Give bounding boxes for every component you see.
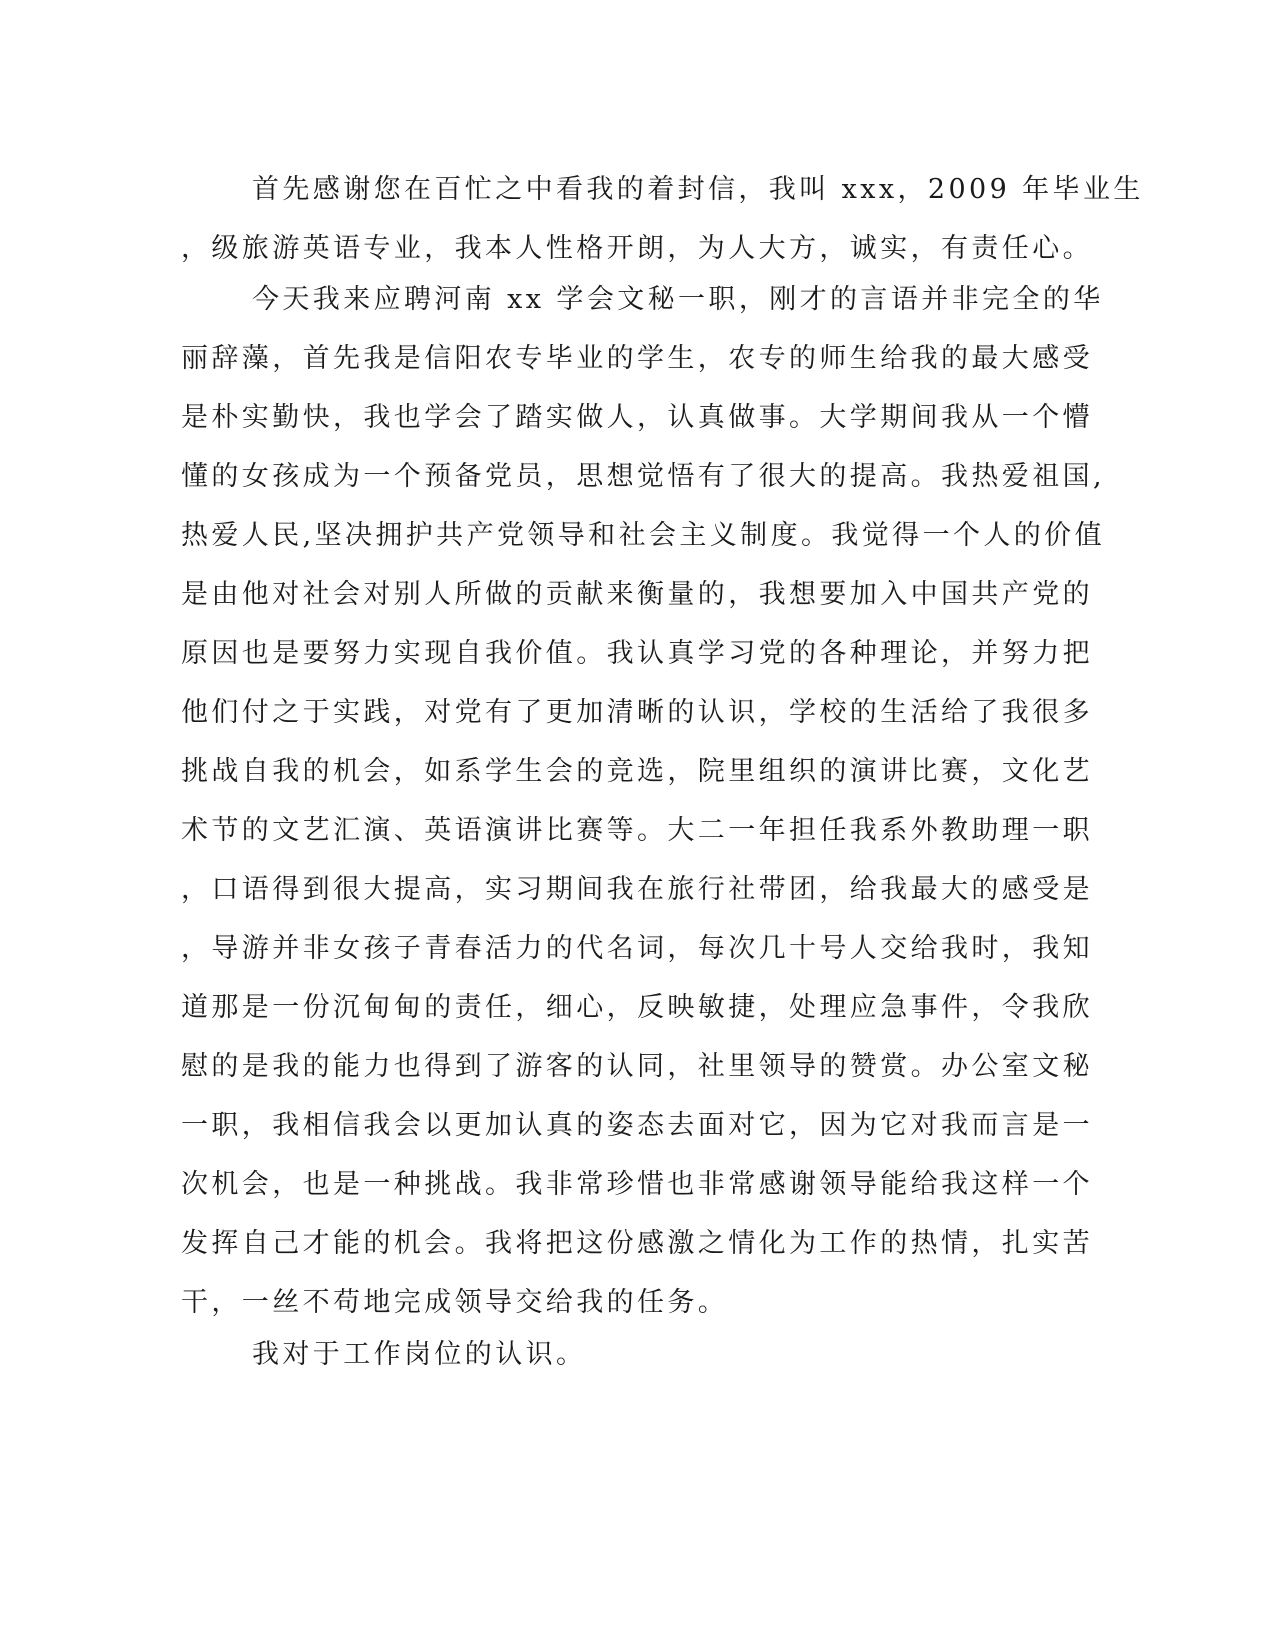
text-line: 发挥自己才能的机会。我将把这份感激之情化为工作的热情，扎实苦 <box>181 1228 1093 1259</box>
paragraph-introduction <box>181 160 1144 278</box>
text-line: 是由他对社会对别人所做的贡献来衡量的，我想要加入中国共产党的 <box>181 579 1093 610</box>
text-line: 一职，我相信我会以更加认真的姿态去面对它，因为它对我而言是一 <box>181 1110 1093 1141</box>
text-line: 首先感谢您在百忙之中看我的着封信，我叫 xxx，2009 年毕业生 <box>252 174 1144 205</box>
text-line: 原因也是要努力实现自我价值。我认真学习党的各种理论，并努力把 <box>181 638 1093 669</box>
text-line: 慰的是我的能力也得到了游客的认同，社里领导的赞赏。办公室文秘 <box>181 1051 1093 1082</box>
text-line: 他们付之于实践，对党有了更加清晰的认识，学校的生活给了我很多 <box>181 697 1093 728</box>
text-line: 今天我来应聘河南 xx 学会文秘一职，刚才的言语并非完全的华 <box>252 284 1104 315</box>
paragraph-job-understanding <box>181 1325 1061 1384</box>
text-line: ，导游并非女孩子青春活力的代名词，每次几十号人交给我时，我知 <box>181 933 1093 964</box>
text-line: 干，一丝不苟地完成领导交给我的任务。 <box>181 1287 729 1318</box>
text-line: 我对于工作岗位的认识。 <box>252 1339 587 1370</box>
text-line: 次机会，也是一种挑战。我非常珍惜也非常感谢领导能给我这样一个 <box>181 1169 1093 1200</box>
text-line: ，级旅游英语专业，我本人性格开朗，为人大方，诚实，有责任心。 <box>181 233 1093 264</box>
text-line: 丽辞藻，首先我是信阳农专毕业的学生，农专的师生给我的最大感受 <box>181 343 1093 374</box>
text-line: 是朴实勤快，我也学会了踏实做人，认真做事。大学期间我从一个懵 <box>181 402 1093 433</box>
text-line: 热爱人民,坚决拥护共产党领导和社会主义制度。我觉得一个人的价值 <box>181 520 1105 551</box>
text-line: 懂的女孩成为一个预备党员，思想觉悟有了很大的提高。我热爱祖国, <box>181 461 1105 492</box>
text-line: 术节的文艺汇演、英语演讲比赛等。大二一年担任我系外教助理一职 <box>181 815 1093 846</box>
text-line: 道那是一份沉甸甸的责任，细心，反映敏捷，处理应急事件，令我欣 <box>181 992 1093 1023</box>
paragraph-application <box>181 270 1105 1332</box>
text-line: ，口语得到很大提高，实习期间我在旅行社带团，给我最大的感受是 <box>181 874 1093 905</box>
text-line: 挑战自我的机会，如系学生会的竞选，院里组织的演讲比赛，文化艺 <box>181 756 1093 787</box>
